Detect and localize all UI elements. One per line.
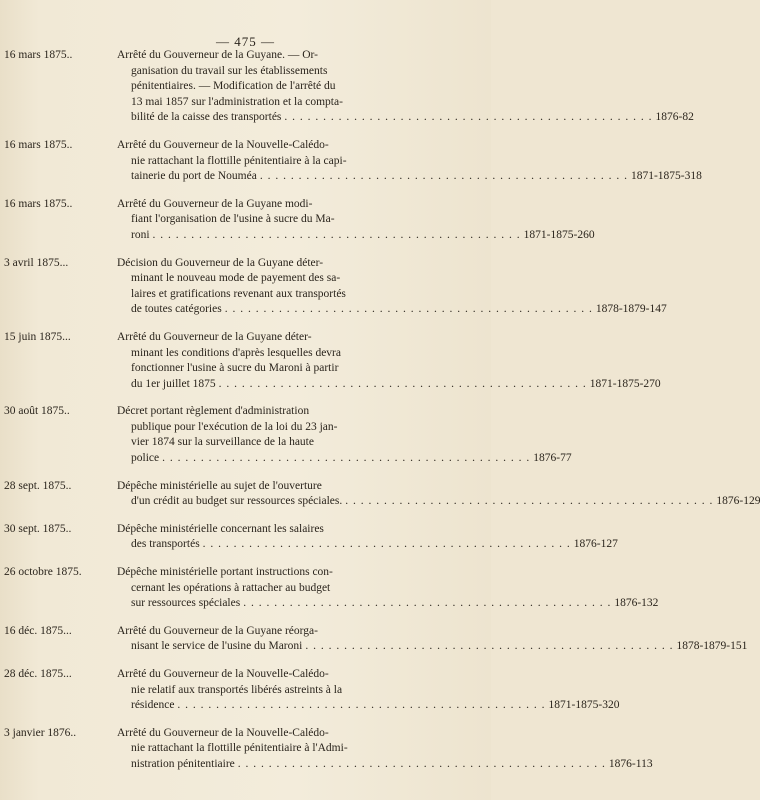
entry-line: Arrêté du Gouverneur de la Guyane réorga-	[117, 624, 318, 637]
list-item	[0, 522, 618, 553]
list-item	[0, 330, 661, 392]
entry-line: des transportés	[131, 538, 200, 551]
entry-line: nie rattachant la flottille pénitentiaire à la capi-	[131, 154, 347, 167]
entry-last-line	[117, 377, 661, 393]
entry-line: du 1er juillet 1875	[131, 377, 216, 390]
entry-last-line	[117, 698, 620, 714]
entry-text	[117, 330, 661, 392]
entry-text	[117, 48, 694, 126]
entry-last-line	[117, 169, 702, 185]
leader-dots: . . . . . . . . . . . . . . . . . . . . . . . . . . . . . . . . . . . . . . . . . . . . . . . .	[305, 640, 674, 653]
entry-list	[0, 48, 760, 785]
entry-line: 13 mai 1857 sur l'administration et la compta-	[131, 95, 343, 108]
entry-date: 28 sept. 1875..	[4, 479, 72, 492]
entry-reference: 1876-127	[573, 538, 618, 551]
entry-line: fiant l'organisation de l'usine à sucre du Ma-	[131, 213, 335, 226]
entry-reference: 1878-1879-147	[595, 303, 667, 316]
entry-line: nisant le service de l'usine du Maroni	[131, 640, 303, 653]
entry-reference: 1871-1875-320	[548, 699, 620, 712]
entry-reference: 1876-77	[533, 452, 572, 465]
entry-line: Dépêche ministérielle portant instructions con-	[117, 566, 333, 579]
entry-line: roni	[131, 228, 150, 241]
entry-date: 3 avril 1875...	[4, 256, 69, 269]
entry-line: minant les conditions d'après lesquelles devra	[131, 346, 341, 359]
entry-reference: 1871-1875-270	[589, 377, 661, 390]
entry-reference: 1871-1875-318	[630, 170, 702, 183]
leader-dots: . . . . . . . . . . . . . . . . . . . . . . . . . . . . . . . . . . . . . . . . . . . . . . . .	[284, 111, 653, 124]
entry-text	[117, 522, 618, 553]
entry-line: Décision du Gouverneur de la Guyane déter-	[117, 256, 324, 269]
entry-line: bilité de la caisse des transportés	[131, 111, 282, 124]
entry-line: laires et gratifications revenant aux transportés	[131, 287, 346, 300]
entry-line: Arrêté du Gouverneur de la Guyane déter-	[117, 330, 312, 343]
entry-last-line	[117, 110, 694, 126]
entry-line: police	[131, 452, 160, 465]
leader-dots: . . . . . . . . . . . . . . . . . . . . . . . . . . . . . . . . . . . . . . . . . . . . . . . .	[202, 538, 571, 551]
list-item	[0, 138, 702, 185]
entry-line: tainerie du port de Nouméa	[131, 170, 257, 183]
entry-line: Dépêche ministérielle concernant les salaires	[117, 522, 324, 535]
entry-line: Arrêté du Gouverneur de la Guyane. — Or-	[117, 49, 318, 61]
list-item	[0, 565, 659, 612]
list-item	[0, 197, 595, 244]
entry-date: 15 juin 1875...	[4, 330, 71, 343]
entry-reference: 1876-129	[716, 495, 760, 508]
entry-date: 28 déc. 1875...	[4, 668, 72, 680]
entry-last-line	[117, 639, 748, 655]
entry-date: 30 sept. 1875..	[4, 522, 72, 535]
entry-line: de toutes catégories	[131, 303, 222, 316]
entry-line: publique pour l'exécution de la loi du 23 jan-	[131, 420, 338, 433]
entry-line: Arrêté du Gouverneur de la Nouvelle-Calédo-	[117, 668, 329, 680]
list-item	[0, 48, 694, 126]
entry-last-line	[117, 494, 760, 510]
entry-line: fonctionner l'usine à sucre du Maroni à partir	[131, 362, 339, 375]
entry-last-line	[117, 757, 653, 773]
entry-line: Dépêche ministérielle au sujet de l'ouverture	[117, 479, 322, 492]
entry-line: Arrêté du Gouverneur de la Nouvelle-Calédo-	[117, 726, 329, 739]
entry-line: cernant les opérations à rattacher au budget	[131, 581, 331, 594]
entry-line: ganisation du travail sur les établissements	[131, 64, 328, 77]
entry-date: 16 mars 1875..	[4, 197, 73, 210]
entry-line: minant le nouveau mode de payement des sa-	[131, 272, 341, 285]
entry-line: d'un crédit au budget sur ressources spéciales.	[131, 495, 343, 508]
entry-date: 26 octobre 1875.	[4, 566, 82, 579]
leader-dots: . . . . . . . . . . . . . . . . . . . . . . . . . . . . . . . . . . . . . . . . . . . . . . . .	[259, 170, 628, 183]
leader-dots: . . . . . . . . . . . . . . . . . . . . . . . . . . . . . . . . . . . . . . . . . . . . . . . .	[345, 495, 714, 508]
entry-last-line	[117, 302, 667, 318]
list-item	[0, 479, 760, 510]
list-item	[0, 667, 620, 714]
entry-text	[117, 565, 659, 612]
entry-date: 30 août 1875..	[4, 405, 70, 418]
list-item	[0, 726, 653, 773]
entry-line: Décret portant règlement d'administration	[117, 405, 310, 418]
list-item	[0, 624, 748, 655]
leader-dots: . . . . . . . . . . . . . . . . . . . . . . . . . . . . . . . . . . . . . . . . . . . . . . . .	[152, 228, 521, 241]
entry-reference: 1876-82	[655, 111, 694, 124]
entry-text	[117, 624, 748, 655]
entry-text	[117, 138, 702, 185]
entry-line: nie rattachant la flottille pénitentiaire à l'Admi-	[131, 742, 348, 755]
entry-line: résidence	[131, 699, 175, 712]
entry-date: 16 mars 1875..	[4, 138, 73, 151]
entry-line: Arrêté du Gouverneur de la Nouvelle-Calédo-	[117, 138, 329, 151]
entry-text	[117, 479, 760, 510]
entry-line: sur ressources spéciales	[131, 597, 241, 610]
entry-last-line	[117, 537, 618, 553]
list-item	[0, 404, 572, 466]
entry-date: 16 déc. 1875...	[4, 624, 72, 637]
leader-dots: . . . . . . . . . . . . . . . . . . . . . . . . . . . . . . . . . . . . . . . . . . . . . . . .	[224, 303, 593, 316]
entry-reference: 1871-1875-260	[523, 228, 595, 241]
entry-text	[117, 197, 595, 244]
entry-last-line	[117, 596, 659, 612]
entry-line: pénitentiaires. — Modification de l'arrêté du	[131, 80, 336, 93]
entry-text	[117, 256, 667, 318]
page-number: — 475 —	[216, 34, 275, 49]
entry-last-line	[117, 451, 572, 467]
entry-last-line	[117, 228, 595, 244]
entry-line: vier 1874 sur la surveillance de la haute	[131, 436, 314, 449]
entry-reference: 1876-113	[608, 757, 653, 770]
entry-text	[117, 667, 620, 714]
entry-line: Arrêté du Gouverneur de la Guyane modi-	[117, 197, 313, 210]
entry-line: nistration pénitentiaire	[131, 757, 235, 770]
entry-reference: 1878-1879-151	[676, 640, 748, 653]
entry-reference: 1876-132	[614, 597, 659, 610]
list-item	[0, 256, 667, 318]
entry-date: 16 mars 1875..	[4, 49, 73, 61]
entry-date: 3 janvier 1876..	[4, 726, 77, 739]
leader-dots: . . . . . . . . . . . . . . . . . . . . . . . . . . . . . . . . . . . . . . . . . . . . . . . .	[243, 597, 612, 610]
entry-text	[117, 404, 572, 466]
leader-dots: . . . . . . . . . . . . . . . . . . . . . . . . . . . . . . . . . . . . . . . . . . . . . . . .	[237, 757, 606, 770]
entry-line: nie relatif aux transportés libérés astreints à la	[131, 683, 343, 696]
entry-text	[117, 726, 653, 773]
leader-dots: . . . . . . . . . . . . . . . . . . . . . . . . . . . . . . . . . . . . . . . . . . . . . . . .	[162, 452, 531, 465]
leader-dots: . . . . . . . . . . . . . . . . . . . . . . . . . . . . . . . . . . . . . . . . . . . . . . . .	[177, 699, 546, 712]
leader-dots: . . . . . . . . . . . . . . . . . . . . . . . . . . . . . . . . . . . . . . . . . . . . . . . .	[218, 377, 587, 390]
